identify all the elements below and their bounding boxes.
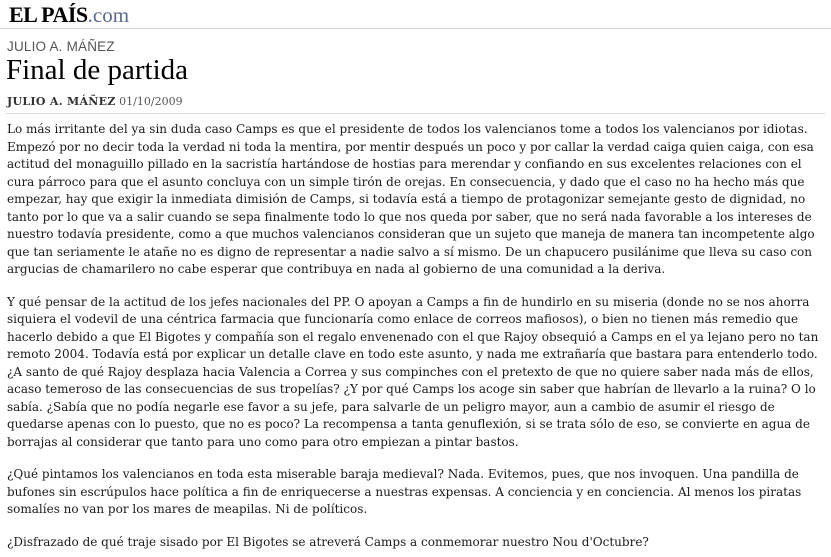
publish-date: 01/10/2009 [119, 95, 183, 108]
site-logo[interactable] [9, 2, 129, 28]
article-paragraph: ¿Disfrazado de qué traje sisado por El Bigotes se atreverá Camps a conmemorar nuestro Nou d'Octubre? [7, 534, 649, 549]
logo-main-text: EL PAÍS [9, 2, 88, 27]
author-name[interactable]: JULIO A. MÁÑEZ [7, 95, 116, 108]
article [0, 39, 831, 551]
article-paragraph: ¿Qué pintamos los valencianos en toda esta miserable baraja medieval? Nada. Evitemos, pues, que nos invoquen. Una pandilla de bufones sin escrúpulos hace política a fin de enriquecerse a nuestras expensas. A conciencia y en conciencia. Al menos los piratas somalíes no van por los mares de meapilas. Ni de políticos. [7, 467, 802, 516]
article-paragraph: Y qué pensar de la actitud de los jefes nacionales del PP. O apoyan a Camps a fin de hundirlo en su miseria (donde no se nos ahorra siquiera el vodevil de una céntrica farmacia que funcionaría como enlace de correos mafiosos), o bien no tienen más remedio que hacerlo debido a que El Bigotes y compañía son el regalo envenenado con el que Rajoy obsequió a Camps en el ya lejano pero no tan remoto 2004. Todavía está por explicar un detalle clave en todo este asunto, y nada me extrañaría que bastara para entenderlo todo. ¿A santo de qué Rajoy desplaza hacia Valencia a Correa y sus compinches con el pretexto de que no quiere saber nada más de ellos, acaso temeroso de las consecuencias de sus tropelías? ¿Y por qué Camps los acoge sin saber que habrían de llevarlo a la ruina? O lo sabía. ¿Sabía que no podía negarle ese favor a su jefe, para salvarle de un peligro mayor, aun a cambio de asumir el riesgo de quedarse apenas con lo puesto, que no es poco? La recompensa a tanta genuflexión, si se trata sólo de eso, se convierte en agua de borrajas al considerar que tanto para uno como para otro empiezan a pintar bastos. [7, 294, 819, 449]
article-title: Final de partida [6, 54, 189, 86]
article-body [0, 121, 831, 551]
logo-domain-text: .com [87, 3, 130, 27]
byline [7, 95, 831, 108]
masthead [0, 0, 831, 29]
divider [6, 113, 825, 114]
article-paragraph: Lo más irritante del ya sin duda caso Camps es que el presidente de todos los valencianos tome a todos los valencianos por idiotas. Empezó por no decir toda la verdad ni toda la mentira, por mentir después un poco y por callar la verdad caiga quien caiga, con esa actitud del monaguillo pillado en la sacristía hartándose de hostias para merendar y confiando en sus excelentes relaciones con el cura párroco para que el asunto concluya con un simple tirón de orejas. En consecuencia, y dado que el caso no ha hecho más que empezar, hay que exigir la inmediata dimisión de Camps, si todavía está a tiempo de protagonizar semejante gesto de dignidad, no tanto por lo que va a salir cuando se sepa finalmente todo lo que nos queda por saber, que no será nada favorable a los intereses de nuestro todavía presidente, como a que muchos valencianos consideran que un sujeto que maneja de manera tan incompetente algo que tan seriamente le atañe no es digno de representar a nadie salvo a sí mismo. De un chapucero pusilánime que lleva su caso con argucias de chamarilero no cabe esperar que contribuya en nada al gobierno de una comunidad a la deriva. [7, 122, 815, 276]
article-kicker: JULIO A. MÁÑEZ [7, 39, 115, 54]
